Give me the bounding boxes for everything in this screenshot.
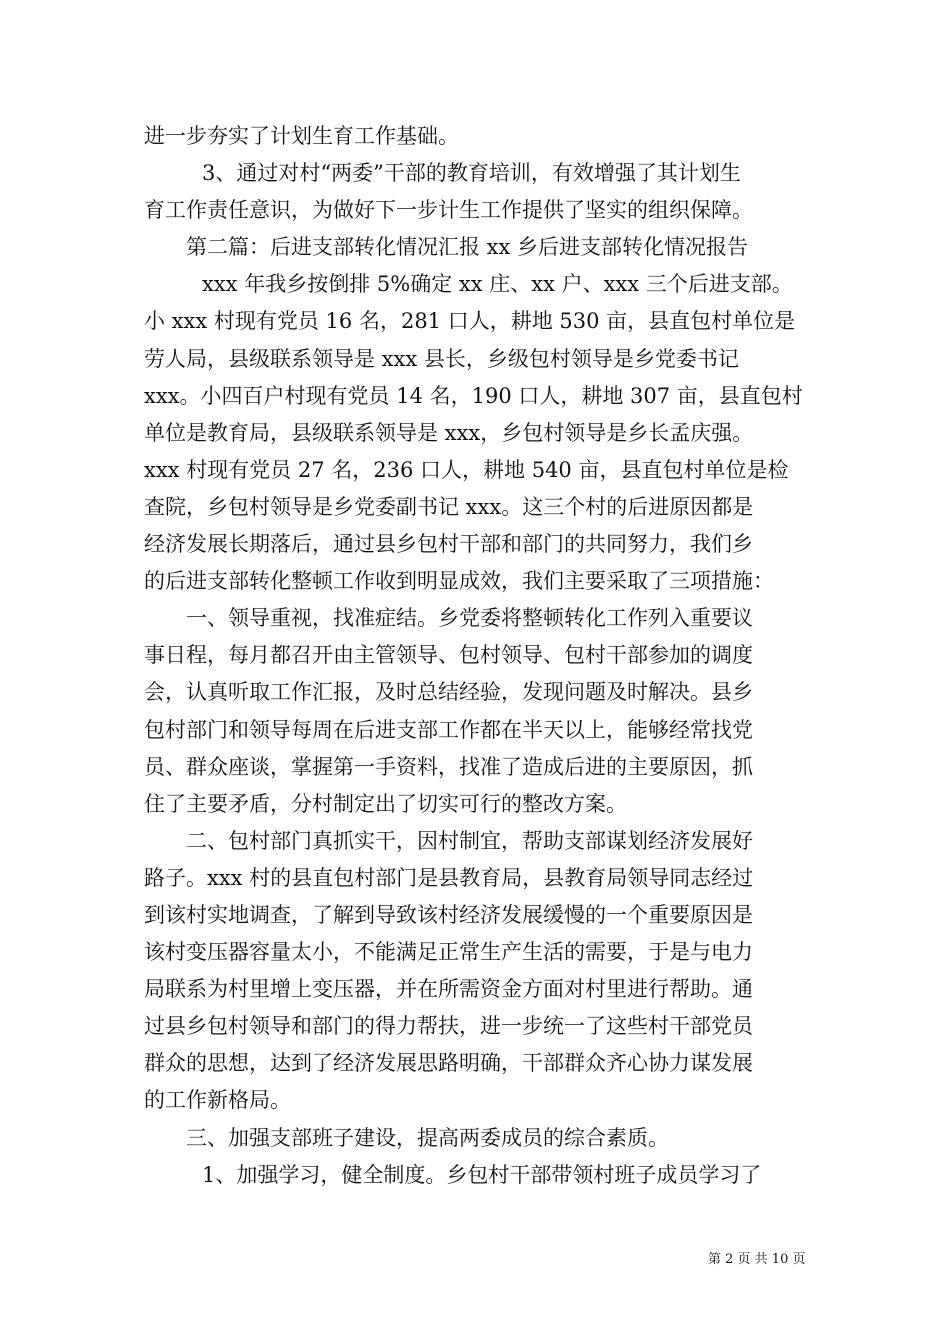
text-line: 经济发展长期落后，通过县乡包村干部和部门的共同努力，我们乡 — [144, 532, 753, 557]
text-line: 包村部门和领导每周在后进支部工作都在半天以上，能够经常找党 — [144, 717, 753, 742]
text-line: 1、加强学习，健全制度。乡包村干部带领村班子成员学习了 — [202, 1162, 762, 1187]
text-line: 该村变压器容量太小，不能满足正常生产生活的需要，于是与电力 — [144, 940, 753, 965]
text-line: 二、包村部门真抓实干，因村制宜，帮助支部谋划经济发展好 — [186, 828, 753, 853]
text-line: 查院，乡包村领导是乡党委副书记 xxx。这三个村的后进原因都是 — [144, 494, 754, 519]
text-line: 会，认真听取工作汇报，及时总结经验，发现问题及时解决。县乡 — [144, 680, 753, 705]
text-line: xxx。小四百户村现有党员 14 名，190 口人，耕地 307 亩，县直包村 — [144, 383, 803, 408]
text-line: 路子。xxx 村的县直包村部门是县教育局，县教育局领导同志经过 — [144, 865, 754, 890]
text-line: 住了主要矛盾，分村制定出了切实可行的整改方案。 — [144, 791, 627, 816]
text-line: 局联系为村里增上变压器，并在所需资金方面对村里进行帮助。通 — [144, 977, 753, 1002]
document-body — [144, 118, 816, 1194]
text-line: 的工作新格局。 — [144, 1088, 291, 1113]
text-line: 事日程，每月都召开由主管领导、包村领导、包村干部参加的调度 — [144, 643, 753, 668]
text-line: xxx 村现有党员 27 名，236 口人，耕地 540 亩，县直包村单位是检 — [144, 457, 789, 482]
text-line: 单位是教育局，县级联系领导是 xxx，乡包村领导是乡长孟庆强。 — [144, 420, 754, 445]
text-line: 的后进支部转化整顿工作收到明显成效，我们主要采取了三项措施： — [144, 569, 774, 594]
text-line: 小 xxx 村现有党员 16 名，281 口人，耕地 530 亩，县直包村单位是 — [144, 309, 796, 334]
page-number-footer: 第 2 页 共 10 页 — [708, 1252, 806, 1267]
text-line: 3、通过对村“两委”干部的教育培训，有效增强了其计划生 — [202, 161, 741, 186]
text-line: 群众的思想，达到了经济发展思路明确，干部群众齐心协力谋发展 — [144, 1051, 753, 1076]
text-line: 三、加强支部班子建设，提高两委成员的综合素质。 — [186, 1125, 669, 1150]
text-line: 过县乡包村领导和部门的得力帮扶，进一步统一了这些村干部党员 — [144, 1014, 753, 1039]
section-heading: 第二篇：后进支部转化情况汇报 xx 乡后进支部转化情况报告 — [186, 235, 749, 260]
text-line: 进一步夯实了计划生育工作基础。 — [144, 124, 459, 148]
text-line: 劳人局，县级联系领导是 xxx 县长，乡级包村领导是乡党委书记 — [144, 346, 739, 371]
text-line: xxx 年我乡按倒排 5%确定 xx 庄、xx 户、xxx 三个后进支部。 — [202, 272, 793, 297]
text-line: 育工作责任意识，为做好下一步计生工作提供了坚实的组织保障。 — [144, 198, 753, 223]
text-line: 到该村实地调查，了解到导致该村经济发展缓慢的一个重要原因是 — [144, 902, 753, 927]
text-line: 员、群众座谈，掌握第一手资料，找准了造成后进的主要原因，抓 — [144, 754, 753, 779]
text-line: 一、领导重视，找准症结。乡党委将整顿转化工作列入重要议 — [186, 606, 753, 631]
